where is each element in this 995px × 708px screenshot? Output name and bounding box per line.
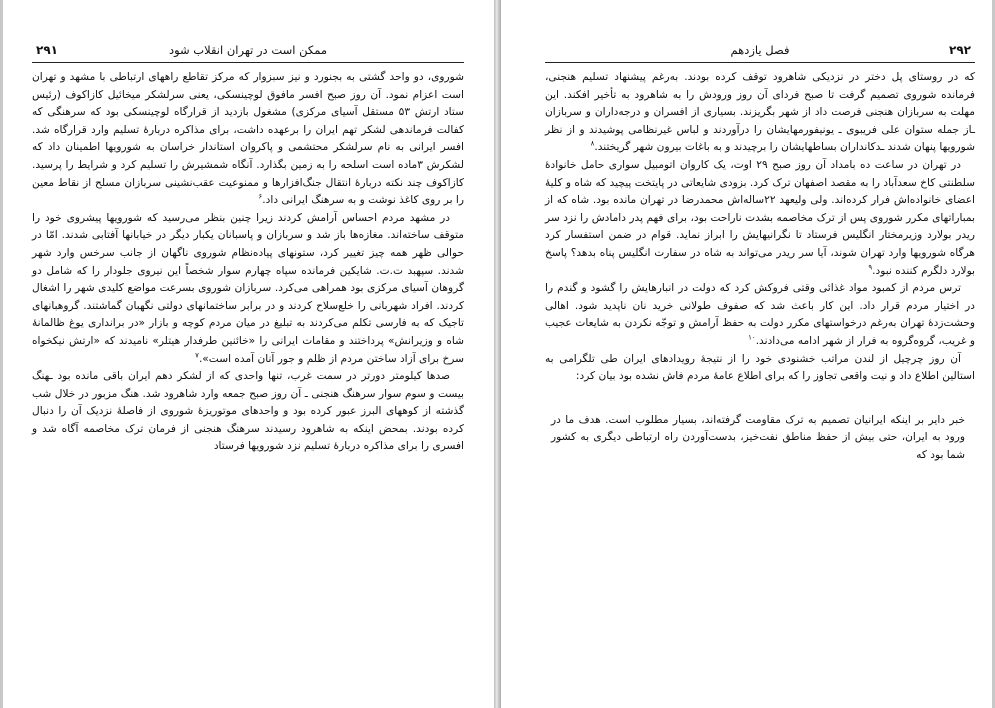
right-page-header bbox=[545, 42, 975, 63]
right-page bbox=[501, 0, 995, 708]
left-page-header bbox=[32, 42, 464, 63]
paragraph-text: در تهران در ساعت ده بامداد آن روز صبح ۲۹ اوت، یک کاروان اتومبیل سواری حامل خانوادهٔ سلطنتی کاخ سعدآباد را به مقصد اصفهان ترک کرد. بزودی شایعاتی در پایتخت پیچید که شاه و کلیهٔ اعضای خانواده‌اش فرار کرده‌اند. ولی ولیعهد ۲۲ساله‌اش محمدرضا در تهران مانده بود. شاه که از بمباراتهای مکرر شوروی پس از ترک مخاصمه بشدت ناراحت بود، برای فهم پدر دامادش را نزد سر ریدر بولارد وزیرمختار انگلیس فرستاد تا نگرانیهایش را ابراز نماید. قوام در ضمن استفسار کرد هرگاه شورویها وارد تهران شوند، آیا سر ریدر می‌تواند به شاه در سفارت انگلیس پناه بدهد؟ پاسخ بولارد دلگرم کننده نبود. bbox=[545, 158, 975, 277]
paragraph bbox=[545, 280, 975, 350]
page-edge bbox=[0, 0, 3, 708]
left-page-body bbox=[32, 69, 464, 456]
paragraph bbox=[545, 351, 975, 386]
left-page bbox=[0, 0, 494, 708]
footnote-mark: ۸ bbox=[590, 139, 595, 148]
paragraph bbox=[32, 210, 464, 368]
paragraph-text: که در روستای پل دختر در نزدیکی شاهرود توقف کرده بودند. بەرغم پیشنهاد تسلیم هنجنی، فرمانده شوروی تصمیم گرفت تا صبح فردای آن روز ورودش را به شاهرود به تأخیر افکند. این مهلت به سربازان هنجنی فرصت داد از شهر بگریزند. بسیاری از افسران و درجه‌داران و سربازان ـاز جمله ستوان علی فریبوی ـ یونیفورمهایشان را درآوردند و لباس غیرنظامی پوشیدند و از نظر شورویها پنهان شدند ـدکانداران بساطهایشان را برچیدند و به باغات بیرون شهر گریختند. bbox=[545, 71, 975, 154]
footnote-mark: ۹ bbox=[868, 263, 873, 271]
paragraph bbox=[32, 368, 464, 456]
paragraph bbox=[32, 69, 464, 210]
paragraph-text: صدها کیلومتر دورتر در سمت غرب، تنها واحدی که از لشکر دهم ایران باقی مانده بود ـهنگ بیست و سوم سوار سرهنگ هنجنی ـ آن روز صبح جمعه وارد شاهرود شد. هنگ مزبور در خلال شب گذشته از کوههای البرز عبور کرده بود و واحدهای موتوریزهٔ شوروی از فاصلهٔ نزدیک آن را دنبال کرده بودند. بمحض اینکه به شاهرود رسیدند سرهنگ هنجنی از فرمان ترک مخاصمه آگاه شد و افسری را برای مذاکره دربارهٔ تسلیم نزد شورویها فرستاد bbox=[32, 370, 464, 453]
paragraph bbox=[545, 157, 975, 280]
paragraph-text: در مشهد مردم احساس آرامش کردند زیرا چنین بنظر می‌رسید که شورویها پیشروی خود را متوقف ساخته‌اند. مغازه‌ها باز شد و سربازان و پاسبانان یکبار دیگر در خیابانها آفتابی شدند. امّا در حوالی ظهر همه چیز تغییر کرد، ستونهای پیاده‌نظام شوروی ناگهان از جانب سرخس وارد شهر شدند. سپهبد ت.ت. شایکین فرمانده سپاه چهارم سوار شخصاً این نیروی جلودار را که شامل دو گروهان آسیای مرکزی بود همراهی می‌کرد. سربازان شوروی بسرعت مواضع کلیدی شهر را اشغال کردند. افراد شهربانی را خلع‌سلاح کردند و در برابر ساختمانهای دولتی نگهبان گماشتند. گروهبانهای تاجیک که به فارسی تکلم می‌کردند به تبلیغ در میان مردم کوچه و بازار «در برانداری یوغ ظالمانهٔ شاه و وزیرانش» پرداختند و مقامات ایرانی را «خائنین طرفدار هیتلر» نامیدند که «ارتش نیکخواه سرخ برای آزاد ساختن مردم از ظلم و جور آنان آمده است». bbox=[32, 211, 464, 365]
running-title: فصل یازدهم bbox=[730, 43, 790, 57]
footnote-mark: ۶ bbox=[258, 192, 263, 201]
paragraph-text: شوروی، دو واحد گشتی به بجنورد و نیز سبزوار که مرکز تقاطع راههای ارتباطی با مشهد و تهران است اعزام نمود. آن روز صبح افسر مافوق لوچینسکی، یعنی سرلشکر میخائیل کازاکوف (رئیس ستاد ارتش ۵۳ مستقل آسیای مرکزی) مشغول بازدید از قرارگاه لوچینسکی بود که سرهنگی که کفالت فرماندهی لشکر تهم ایران را برعهده داشت، برای مذاکره دربارهٔ تسلیم وارد قرارگاه شد. افسر ایرانی به نام سرلشکر محتشمی و پاکروان استاندار خراسان به شورویها اطمینان داد که لشکرش ۳ماده است اسلحه را به زمین بگذارد. آنگاه شمشیرش را تسلیم کرد و شرایط را پرسید. کازاکوف چند نکته دربارهٔ انتقال جنگ‌افزارها و ممنوعیت عقب‌نشینی سربازان مسلح از نقاط معین را بر روی کاغذ نوشت و به سرهنگ ایرانی داد. bbox=[32, 71, 464, 207]
footnote-mark: ۷ bbox=[195, 350, 199, 359]
page-number: ۲۹۲ bbox=[949, 43, 971, 57]
quote-text: خبر دایر بر اینکه ایرانیان تصمیم به ترک مقاومت گرفته‌اند، بسیار مطلوب است. هدف ما در ورود به ایران، حتی بیش از حفظ مناطق نفت‌خیز، بدست‌آوردن راه ارتباطی دیگری به کشور شما بود که bbox=[551, 413, 965, 461]
running-title: ممکن است در تهران انقلاب شود bbox=[168, 43, 328, 57]
paragraph-text: ترس مردم از کمبود مواد غذائی وقتی فروکش کرد که دولت در انبارهایش را گشود و گندم را در اختیار مردم قرار داد. این کار باعث شد که صفوف طولانی خرید نان ناپدید شود. اهالی وحشت‌زدهٔ تهران به‌رغم درخواستهای مکرر دولت به حفظ آرامش و توجّه نکردن به شایعات عجیب و غریب، گروه‌گروه به فرار از شهر ادامه می‌دادند. bbox=[545, 282, 975, 347]
block-quote bbox=[545, 412, 975, 465]
right-page-body bbox=[545, 69, 975, 464]
page-number: ۲۹۱ bbox=[36, 43, 58, 57]
paragraph-text: آن روز چرچیل از لندن مراتب خشنودی خود را از نتیجهٔ رویدادهای ایران طی تلگرامی به استالین اطلاع داد و نیت واقعی تجاوز را که برای اطلاع عامهٔ مردم فاش نشده بود بیان کرد: bbox=[545, 352, 975, 383]
book-gutter bbox=[494, 0, 501, 708]
footnote-mark: ۱۰ bbox=[748, 333, 756, 342]
paragraph bbox=[545, 69, 975, 157]
